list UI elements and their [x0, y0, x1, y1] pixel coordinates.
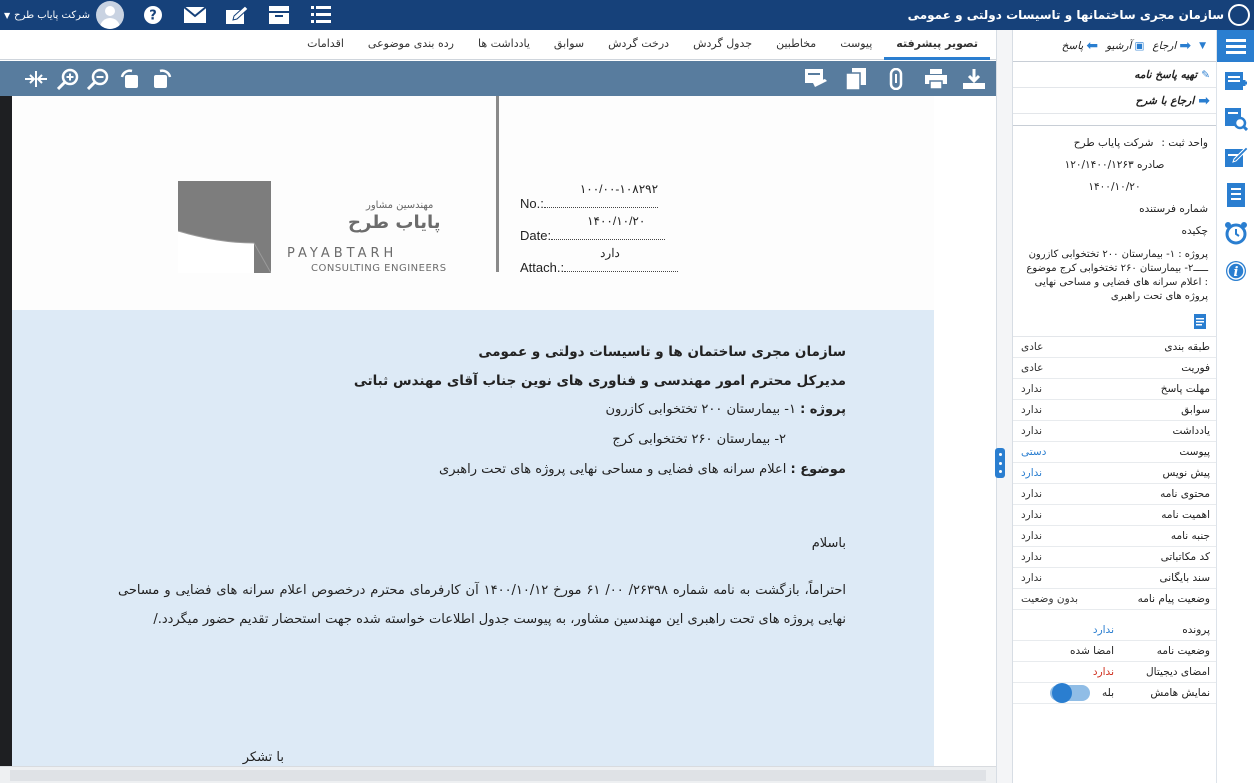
project-line-2: ۲- بیمارستان ۲۶۰ تختخوابی کرج	[612, 432, 786, 447]
refer-with-note-link[interactable]: ➡ ارجاع با شرح	[1013, 88, 1216, 114]
stamp-icon[interactable]	[804, 67, 828, 91]
letter-number	[520, 182, 659, 211]
document-icon[interactable]	[1013, 308, 1216, 336]
property-label: مهلت پاسخ	[1160, 383, 1210, 395]
tab-notes[interactable]: یادداشت ها	[477, 36, 530, 50]
edit-icon: ✎	[1201, 68, 1210, 81]
letter-date-value: ۱۴۰۰/۱۰/۲۰	[1088, 181, 1141, 193]
property-row	[1013, 662, 1216, 683]
subject-line	[439, 462, 846, 477]
rotate-left-icon[interactable]	[118, 67, 142, 91]
margin-display-row	[1013, 683, 1216, 704]
property-value: ندارد	[1021, 530, 1043, 542]
property-label: یادداشت	[1172, 425, 1210, 437]
viewer-toolbar	[0, 61, 996, 96]
property-row	[1013, 337, 1216, 358]
project-text-1: ۱- بیمارستان ۲۰۰ تختخوابی کازرون	[605, 402, 796, 417]
header-divider	[496, 96, 499, 272]
app-title: سازمان مجری ساختمانها و تاسیسات دولتی و عمومی	[907, 8, 1224, 22]
property-value[interactable]: دستی	[1021, 446, 1047, 458]
letter-attach	[520, 246, 678, 275]
hamburger-menu-icon[interactable]	[1217, 30, 1254, 62]
user-name: شرکت پایاب طرح	[14, 9, 90, 21]
property-row	[1013, 421, 1216, 442]
unit-label: واحد ثبت :	[1161, 137, 1208, 149]
company-logo-mark	[178, 181, 271, 273]
property-value: امضا شده	[1070, 645, 1114, 657]
zoom-in-icon[interactable]	[56, 67, 80, 91]
property-row	[1013, 620, 1216, 641]
svg-text:?: ?	[149, 8, 157, 24]
document-viewer[interactable]	[0, 96, 996, 766]
alarm-clock-icon[interactable]	[1217, 214, 1254, 252]
property-value[interactable]: ندارد	[1021, 467, 1043, 479]
sender-number-label: شماره فرستنده	[1139, 203, 1208, 215]
logo-en-small: CONSULTING ENGINEERS	[311, 263, 447, 274]
register-book-icon[interactable]	[1217, 176, 1254, 214]
arrow-right-icon: ➡	[1179, 37, 1192, 54]
scan-edge	[0, 96, 12, 766]
arrow-right-icon: ➡	[1198, 92, 1210, 109]
letter-out-number: صادره ۱۲۰/۱۴۰۰/۱۲۶۳	[1064, 159, 1165, 171]
property-label: وضعیت نامه	[1156, 645, 1210, 657]
tab-history[interactable]: سوابق	[553, 36, 585, 50]
help-icon[interactable]	[142, 4, 164, 26]
property-row	[1013, 442, 1216, 463]
tab-actions[interactable]: اقدامات	[307, 36, 344, 50]
property-value: عادی	[1021, 341, 1044, 353]
archive-button[interactable]: ▣ آرشیو	[1106, 39, 1145, 52]
subject-label: موضوع :	[790, 462, 846, 477]
fit-width-icon[interactable]	[24, 67, 48, 91]
archive-icon: ▣	[1134, 39, 1145, 52]
project-line-1	[606, 402, 847, 417]
prepare-reply-link[interactable]: ✎ تهیه پاسخ نامه	[1013, 62, 1216, 88]
property-row	[1013, 379, 1216, 400]
avatar[interactable]	[96, 1, 124, 29]
compose-icon[interactable]	[226, 4, 248, 26]
greeting: باسلام	[811, 536, 846, 551]
property-label: اهمیت نامه	[1161, 509, 1210, 521]
property-value: ندارد	[1021, 572, 1043, 584]
quick-actions	[1013, 30, 1216, 62]
mail-icon[interactable]	[184, 4, 206, 26]
property-row	[1013, 463, 1216, 484]
copy-icon[interactable]	[844, 67, 868, 91]
user-menu[interactable]	[0, 10, 90, 21]
tab-advanced-image[interactable]: تصویر پیشرفته	[884, 30, 990, 60]
scrollbar-thumb[interactable]	[10, 770, 986, 781]
summary-text: پروژه : ۱- بیمارستان ۲۰۰ تختخوابی کازرون ـــــ۲- بیمارستان ۲۶۰ تختخوابی کرج موضوع : اعلام سرانه های فضایی و مساحی نهایی پروژه های تحت راهبری	[1026, 249, 1208, 302]
date-value: ۱۴۰۰/۱۰/۲۰	[587, 214, 646, 228]
recipient-line-2: مدیرکل محترم امور مهندسی و فناوری های نوین جناب آقای مهندس ثباتی	[353, 373, 846, 389]
info-icon[interactable]	[1217, 252, 1254, 290]
property-value: ندارد	[1092, 666, 1114, 678]
property-label: پیش نویس	[1162, 467, 1210, 479]
print-icon[interactable]	[924, 67, 948, 91]
tab-recipients[interactable]: مخاطبین	[776, 36, 817, 50]
property-row	[1013, 547, 1216, 568]
document-tabs	[0, 30, 996, 60]
margin-value: بله	[1101, 687, 1114, 699]
tab-attachment[interactable]: پیوست	[840, 36, 873, 50]
property-label: طبقه بندی	[1164, 341, 1210, 353]
attach-label: Attach.:	[520, 260, 565, 275]
chevron-down-icon[interactable]: ▼	[1199, 40, 1206, 51]
property-row	[1013, 526, 1216, 547]
no-value: ۱۰۰/۰۰-۱۰۸۲۹۲	[579, 182, 659, 196]
letter-header-area	[12, 96, 934, 310]
property-value: عادی	[1021, 362, 1044, 374]
property-value: ندارد	[1021, 404, 1043, 416]
property-label: امضای دیجیتال	[1146, 666, 1210, 678]
property-label: سوابق	[1181, 404, 1210, 416]
property-row	[1013, 589, 1216, 610]
property-row	[1013, 641, 1216, 662]
property-label: سند بایگانی	[1159, 572, 1210, 584]
letter-info-panel	[1012, 30, 1216, 783]
logo-fa-small: مهندسین مشاور	[366, 200, 434, 211]
letter-properties	[1013, 336, 1216, 610]
property-row	[1013, 505, 1216, 526]
attach-icon[interactable]	[884, 67, 908, 91]
download-icon[interactable]	[962, 67, 986, 91]
property-value: ندارد	[1021, 551, 1043, 563]
list-icon[interactable]	[310, 4, 332, 26]
letter-status	[1013, 620, 1216, 683]
margin-toggle[interactable]	[1050, 685, 1090, 701]
property-row	[1013, 358, 1216, 379]
property-row	[1013, 568, 1216, 589]
recipient-line-1: سازمان مجری ساختمان ها و تاسیسات دولتی و عمومی	[478, 344, 846, 360]
property-label: پرونده	[1182, 624, 1210, 636]
tab-subject-category[interactable]: رده بندی موضوعی	[367, 36, 454, 50]
rotate-right-icon[interactable]	[150, 67, 174, 91]
property-label: جنبه نامه	[1170, 530, 1210, 542]
registration-info	[1013, 126, 1216, 248]
property-value: ندارد	[1021, 425, 1043, 437]
property-label: پیوست	[1179, 446, 1210, 458]
letter-body: احتراماً، بازگشت به نامه شماره ۲۶۳۹۸/ ۰۰/ ۶۱ مورخ ۱۴۰۰/۱۰/۱۲ آن کارفرمای محترم درخصوص اعلام سرانه های فضایی و مساحی نهایی پروژه های تحت راهبری این مهندسین مشاور، به پیوست جدول اطلاعات خواسته شده جهت استحضار تقدیم حضور میگردد./	[118, 583, 846, 627]
right-rail	[1216, 30, 1254, 783]
property-value[interactable]: ندارد	[1092, 624, 1114, 636]
reply-icon: ⬅	[1086, 37, 1099, 54]
property-label: وضعیت پیام نامه	[1137, 593, 1210, 605]
property-label: فوریت	[1181, 362, 1210, 374]
subject-text: اعلام سرانه های فضایی و مساحی نهایی پروژه های تحت راهبری	[439, 462, 787, 477]
no-label: No.:	[520, 196, 544, 211]
globe-logo-icon	[1228, 4, 1250, 26]
refer-button[interactable]: ➡ ارجاع	[1152, 37, 1192, 54]
logo-en-big: PAYABTARH	[287, 246, 398, 261]
zoom-out-icon[interactable]	[86, 67, 110, 91]
project-label: پروژه :	[800, 402, 846, 417]
property-row	[1013, 400, 1216, 421]
property-value: ندارد	[1021, 488, 1043, 500]
date-label: Date:	[520, 228, 552, 243]
letter-date	[520, 214, 665, 243]
search-letters-icon[interactable]	[1217, 100, 1254, 138]
splitter-handle-icon[interactable]	[995, 448, 1005, 478]
summary-label: چکیده	[1181, 225, 1208, 237]
panel-splitter[interactable]	[996, 30, 1012, 783]
attach-value: دارد	[600, 246, 620, 260]
chevron-down-icon: ▼	[4, 10, 11, 20]
property-label: محتوی نامه	[1160, 488, 1210, 500]
draft-icon[interactable]	[1217, 138, 1254, 176]
closing: با تشکر	[242, 750, 284, 765]
horizontal-scrollbar[interactable]	[0, 766, 996, 783]
property-row	[1013, 484, 1216, 505]
tab-flow-tree[interactable]: درخت گردش	[608, 36, 670, 50]
margin-label: نمایش هامش	[1150, 687, 1210, 699]
tab-flow-table[interactable]: جدول گردش	[693, 36, 753, 50]
property-value: ندارد	[1021, 509, 1043, 521]
property-label: کد مکاتباتی	[1160, 551, 1210, 563]
logo-fa-big: پایاب طرح	[348, 212, 441, 233]
reply-button[interactable]: ⬅ پاسخ	[1061, 37, 1099, 54]
new-letter-icon[interactable]	[1217, 62, 1254, 100]
property-value: بدون وضعیت	[1021, 593, 1079, 605]
property-value: ندارد	[1021, 383, 1043, 395]
unit-value: شرکت پایاب طرح	[1073, 137, 1154, 149]
svg-text:i: i	[1233, 265, 1239, 280]
inbox-icon[interactable]	[268, 4, 290, 26]
top-bar	[0, 0, 1254, 30]
